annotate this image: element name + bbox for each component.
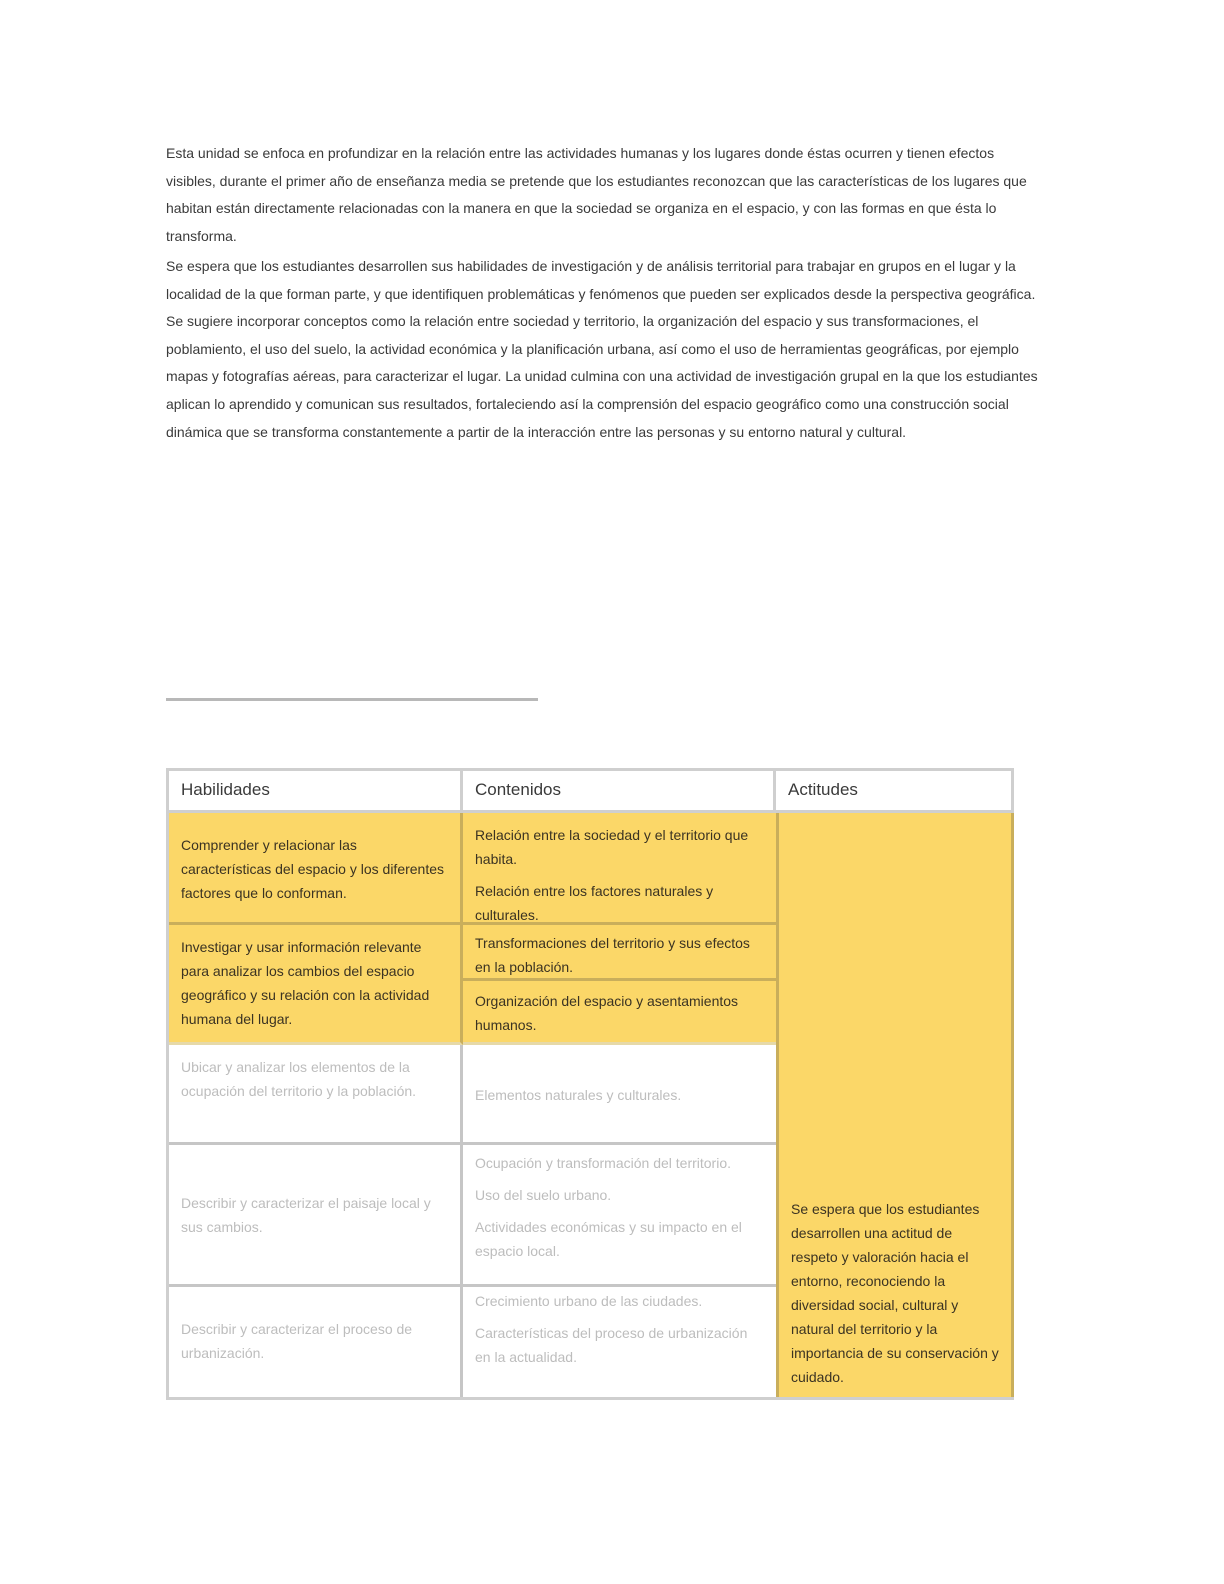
- contenido-item: Relación entre la sociedad y el territorio que habita.: [475, 827, 749, 867]
- contenido-item: Actividades económicas y su impacto en el espacio local.: [475, 1219, 742, 1259]
- habilidad-cell-1: Comprender y relacionar las características del espacio y los diferentes factores que lo conforman.: [169, 813, 463, 925]
- paragraph-body: Se espera que los estudiantes desarrollen sus habilidades de investigación y de análisis territorial para trabajar en grupos en el lugar y la localidad de la que forman parte, y que identifiquen problemáticas y fenómenos que pueden ser explicados desde la perspectiva geográfica. Se sugiere incorporar conceptos como la relación entre sociedad y territorio, la organización del espacio y sus transformaciones, el poblamiento, el uso del suelo, la actividad económica y la planificación urbana, así como el uso de herramientas geográficas, por ejemplo mapas y fotografías aéreas, para caracterizar el lugar. La unidad culmina con una actividad de investigación grupal en la que los estudiantes aplican lo aprendido y comunican sus resultados, fortaleciendo así la comprensión del espacio geográfico como una construcción social dinámica que se transforma constantemente a partir de la interacción entre las personas y su entorno natural y cultural.: [166, 258, 1038, 440]
- section-divider: [166, 698, 538, 701]
- contenido-item: Uso del suelo urbano.: [475, 1187, 612, 1203]
- habilidad-cell-3: Ubicar y analizar los elementos de la ocupación del territorio y la población.: [169, 1045, 463, 1145]
- contenidos-cell-5: [463, 1287, 776, 1397]
- contenido-item: Características del proceso de urbanización en la actualidad.: [475, 1325, 748, 1365]
- header-contenidos: Contenidos: [463, 771, 776, 813]
- habilidad-cell-2: Investigar y usar información relevante para analizar los cambios del espacio geográfico y su relación con la actividad humana del lugar.: [169, 925, 463, 1045]
- contenidos-cell-2a: Transformaciones del territorio y sus efectos en la población.: [463, 925, 776, 981]
- contenidos-cell-4: [463, 1145, 776, 1287]
- curriculum-table: [166, 768, 1014, 1400]
- header-actitudes: Actitudes: [776, 771, 1011, 813]
- contenido-item: Relación entre los factores naturales y culturales.: [475, 883, 714, 923]
- actitudes-text: Se espera que los estudiantes desarrollen una actitud de respeto y valoración hacia el entorno, reconociendo la diversidad social, cultural y natural del territorio y la importancia de su conservación y cuidado.: [791, 1201, 999, 1385]
- header-habilidades: Habilidades: [169, 771, 463, 813]
- contenidos-cell-3: Elementos naturales y culturales.: [463, 1045, 776, 1145]
- habilidad-cell-4: Describir y caracterizar el paisaje local y sus cambios.: [169, 1145, 463, 1287]
- contenidos-cell-1: [463, 813, 776, 925]
- contenido-item: Ocupación y transformación del territorio.: [475, 1155, 731, 1171]
- habilidad-cell-5: Describir y caracterizar el proceso de urbanización.: [169, 1287, 463, 1397]
- contenido-item: Crecimiento urbano de las ciudades.: [475, 1293, 703, 1309]
- actitudes-cell: [776, 813, 1014, 1397]
- contenidos-cell-2b: Organización del espacio y asentamientos humanos.: [463, 981, 776, 1045]
- paragraph-intro: Esta unidad se enfoca en profundizar en la relación entre las actividades humanas y los lugares donde éstas ocurren y tienen efectos visibles, durante el primer año de enseñanza media se pretende que los estudiantes reconozcan que las características de los lugares que habitan están directamente relacionadas con la manera en que la sociedad se organiza en el espacio, y con las formas en que ésta lo transforma.: [166, 145, 1027, 244]
